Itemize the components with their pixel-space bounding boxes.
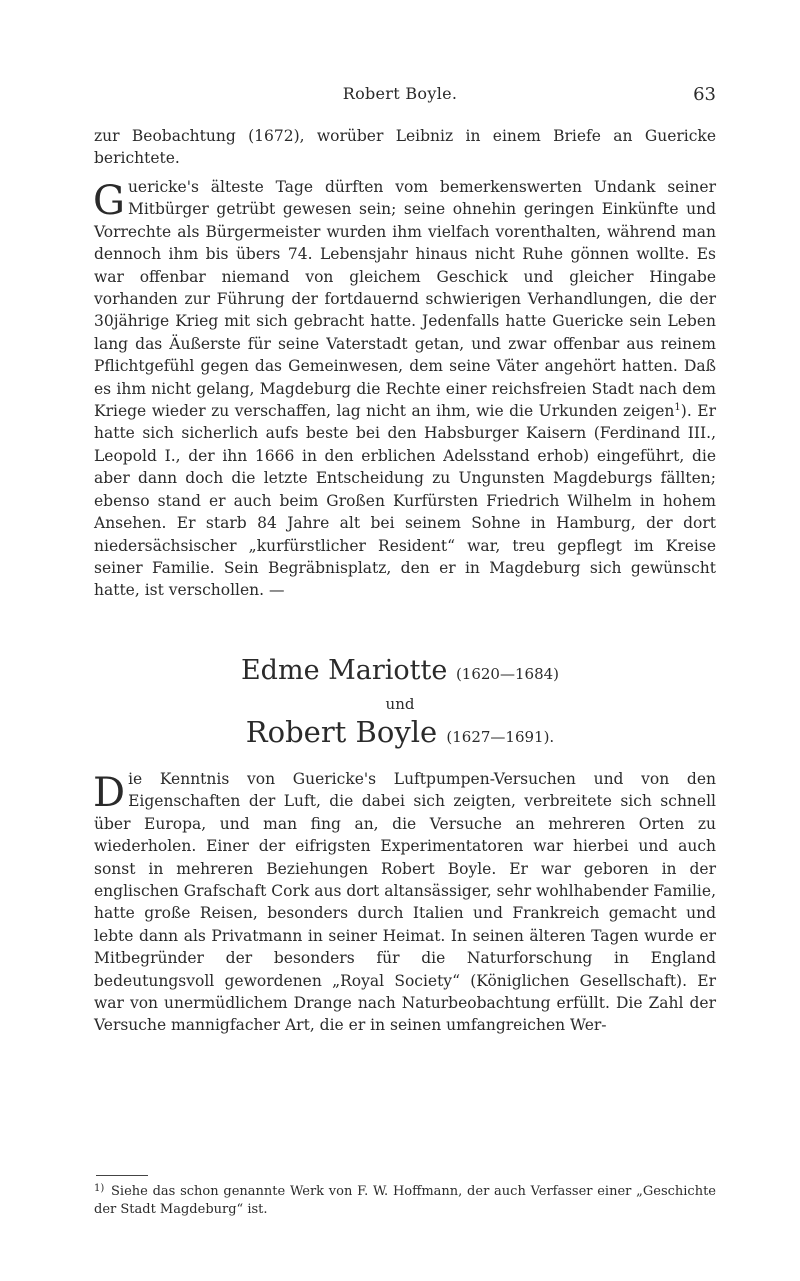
- running-head: [0, 84, 800, 108]
- footnote: [94, 1180, 716, 1218]
- section-heading-boyle: [0, 715, 800, 754]
- heading-dates-mariotte: (1620—1684): [455, 665, 560, 683]
- footnote-text: Siehe das schon genannte Werk von F. W. Hoffmann, der auch Verfasser einer „Geschichte der Stadt Magdeburg“ ist.: [94, 1184, 716, 1217]
- paragraph-guericke-text: Guericke's älteste Tage dürften vom bemerkenswerten Undank seiner Mitbürger getrübt gewesen sein; seine ohnehin geringen Einkünfte und Vorrechte als Bürgermeister wurden ihm vielfach vorenthalten, während man dennoch ihm bis übers 74. Lebensjahr hinaus nicht Ruhe gönnen wollte. Es war offenbar niemand von gleichem Geschick und gleicher Hingabe vorhanden zur Führung der fortdauernd schwierigen Verhandlungen, die der 30jährige Krieg mit sich gebracht hatte. Jedenfalls hatte Guericke sein Leben lang das Äußerste für seine Vaterstadt getan, und zwar offenbar aus reinem Pflichtgefühl gegen das Gemeinwesen, dem seine Väter angehört hatten. Daß es ihm nicht gelang, Magdeburg die Rechte einer reichsfreien Stadt nach dem Kriege wieder zu verschaffen, lag nicht an ihm, wie die Urkunden zeigen: [93, 178, 716, 421]
- page-number: 63: [693, 84, 716, 105]
- heading-name-boyle: Robert Boyle: [245, 715, 438, 749]
- paragraph-guericke: [94, 176, 716, 602]
- running-title: Robert Boyle.: [342, 84, 458, 103]
- heading-dates-boyle: (1627—1691).: [446, 728, 555, 746]
- paragraph-guericke-text-continued: ). Er hatte sich sicherlich aufs beste bei den Habsburger Kaisern (Ferdinand III., Leopold I., der ihn 1666 in den erblichen Adelsstand erhob) eingeführt, die aber dann doch die letzte Entscheidung zu Ungunsten Magdeburgs fällten; ebenso stand er auch beim Großen Kurfürsten Friedrich Wilhelm in hohem Ansehen. Er starb 84 Jahre alt bei seinem Sohne in Hamburg, der dort niedersächsischer „kurfürstlicher Resident“ war, treu gepflegt im Kreise seiner Familie. Sein Begräbnisplatz, den er in Magdeburg sich gewünscht hatte, ist verschollen. —: [94, 402, 716, 600]
- heading-name-mariotte: Edme Mariotte: [240, 655, 448, 686]
- paragraph-boyle: Die Kenntnis von Guericke's Luftpumpen-Versuchen und von den Eigenschaften der Luft, die dabei sich zeigten, verbreitete sich schnell über Europa, und man fing an, die Versuche an mehreren Orten zu wiederholen. Einer der eifrigsten Experimentatoren war hierbei und auch sonst in mehreren Beziehungen Robert Boyle. Er war geboren in der englischen Grafschaft Cork aus dort altansässiger, sehr wohlhabender Familie, hatte große Reisen, besonders durch Italien und Frankreich gemacht und lebte dann als Privatmann in seiner Heimat. In seinen älteren Tagen wurde er Mitbegründer der besonders für die Naturforschung in England bedeutungsvoll gewordenen „Royal Society“ (Königlichen Gesellschaft). Er war von unermüdlichem Drange nach Naturbeobachtung erfüllt. Die Zahl der Versuche mannigfacher Art, die er in seinen umfangreichen Wer-: [93, 770, 716, 1035]
- section-heading-mariotte: [0, 655, 800, 690]
- footnote-mark: 1): [94, 1183, 105, 1194]
- footnote-divider: [96, 1175, 148, 1176]
- footnote-reference[interactable]: 1: [674, 401, 681, 413]
- heading-conjunction: und: [385, 695, 415, 713]
- continued-paragraph: zur Beobachtung (1672), worüber Leibniz in einem Briefe an Guericke berichtete.: [94, 127, 716, 168]
